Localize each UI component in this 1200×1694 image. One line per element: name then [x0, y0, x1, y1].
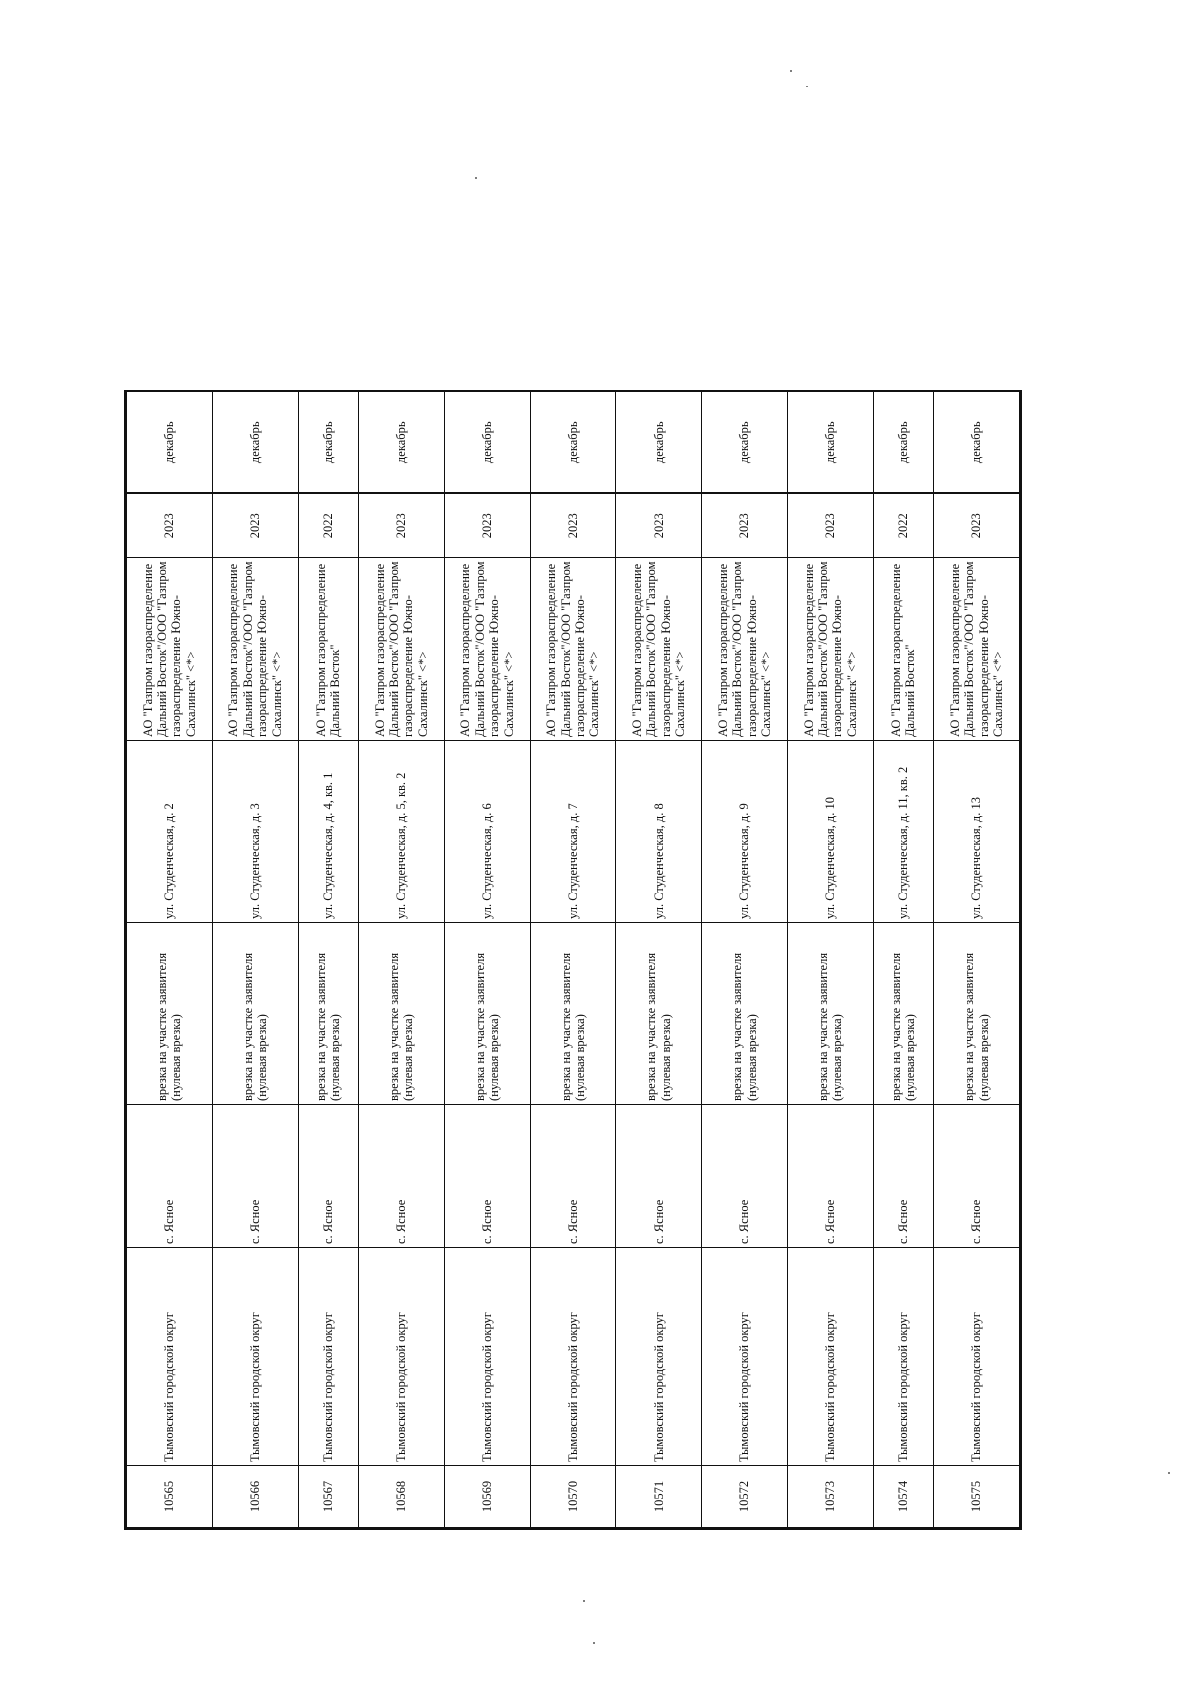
year-cell: 2023	[616, 494, 702, 558]
month-cell: декабрь	[702, 392, 788, 494]
month-cell: декабрь	[530, 392, 616, 494]
settlement-cell: с. Ясное	[934, 1105, 1020, 1248]
gasification-schedule-table	[126, 391, 1020, 1528]
month-cell: декабрь	[358, 392, 444, 494]
year-cell: 2022	[873, 494, 933, 558]
operator-cell: АО "Газпром газораспределение Дальний Восток"/ООО "Газпром газораспределение Южно-Сахалинск" <*>	[358, 558, 444, 741]
row-number: 10567	[298, 1466, 358, 1528]
connection-type-cell: врезка на участке заявителя (нулевая врезка)	[702, 923, 788, 1105]
month-cell: декабрь	[934, 392, 1020, 494]
row-number: 10574	[873, 1466, 933, 1528]
table-row	[127, 392, 213, 1528]
month-cell: декабрь	[212, 392, 298, 494]
connection-type-cell: врезка на участке заявителя (нулевая врезка)	[298, 923, 358, 1105]
district-cell: Тымовский городской округ	[616, 1248, 702, 1466]
operator-cell: АО "Газпром газораспределение Дальний Восток"/ООО "Газпром газораспределение Южно-Сахалинск" <*>	[212, 558, 298, 741]
row-number: 10566	[212, 1466, 298, 1528]
district-cell: Тымовский городской округ	[530, 1248, 616, 1466]
address-cell: ул. Студенческая, д. 5, кв. 2	[358, 741, 444, 923]
operator-cell: АО "Газпром газораспределение Дальний Восток"/ООО "Газпром газораспределение Южно-Сахалинск" <*>	[127, 558, 213, 741]
scan-speck	[593, 1642, 595, 1644]
district-cell: Тымовский городской округ	[212, 1248, 298, 1466]
year-cell: 2023	[212, 494, 298, 558]
connection-type-cell: врезка на участке заявителя (нулевая врезка)	[530, 923, 616, 1105]
operator-cell: АО "Газпром газораспределение Дальний Восток"/ООО "Газпром газораспределение Южно-Сахалинск" <*>	[702, 558, 788, 741]
address-cell: ул. Студенческая, д. 3	[212, 741, 298, 923]
table-row	[702, 392, 788, 1528]
connection-type-cell: врезка на участке заявителя (нулевая врезка)	[787, 923, 873, 1105]
row-number: 10568	[358, 1466, 444, 1528]
address-cell: ул. Студенческая, д. 4, кв. 1	[298, 741, 358, 923]
month-cell: декабрь	[616, 392, 702, 494]
table-row	[873, 392, 933, 1528]
settlement-cell: с. Ясное	[212, 1105, 298, 1248]
year-cell: 2023	[787, 494, 873, 558]
operator-cell: АО "Газпром газораспределение Дальний Восток"	[298, 558, 358, 741]
address-cell: ул. Студенческая, д. 7	[530, 741, 616, 923]
month-cell: декабрь	[787, 392, 873, 494]
settlement-cell: с. Ясное	[358, 1105, 444, 1248]
operator-cell: АО "Газпром газораспределение Дальний Восток"/ООО "Газпром газораспределение Южно-Сахалинск" <*>	[530, 558, 616, 741]
scan-speck	[1168, 1472, 1170, 1474]
settlement-cell: с. Ясное	[444, 1105, 530, 1248]
row-number: 10571	[616, 1466, 702, 1528]
table-row	[212, 392, 298, 1528]
connection-type-cell: врезка на участке заявителя (нулевая врезка)	[127, 923, 213, 1105]
row-number: 10573	[787, 1466, 873, 1528]
operator-cell: АО "Газпром газораспределение Дальний Восток"/ООО "Газпром газораспределение Южно-Сахалинск" <*>	[787, 558, 873, 741]
settlement-cell: с. Ясное	[530, 1105, 616, 1248]
scanned-table-sheet	[124, 390, 1022, 1530]
connection-type-cell: врезка на участке заявителя (нулевая врезка)	[358, 923, 444, 1105]
month-cell: декабрь	[127, 392, 213, 494]
address-cell: ул. Студенческая, д. 2	[127, 741, 213, 923]
connection-type-cell: врезка на участке заявителя (нулевая врезка)	[212, 923, 298, 1105]
settlement-cell: с. Ясное	[702, 1105, 788, 1248]
rotated-table-container	[126, 392, 1020, 1528]
year-cell: 2023	[127, 494, 213, 558]
month-cell: декабрь	[873, 392, 933, 494]
month-cell: декабрь	[444, 392, 530, 494]
scan-speck	[806, 86, 808, 87]
year-cell: 2023	[444, 494, 530, 558]
table-row	[298, 392, 358, 1528]
settlement-cell: с. Ясное	[873, 1105, 933, 1248]
row-number: 10570	[530, 1466, 616, 1528]
year-cell: 2022	[298, 494, 358, 558]
table-row	[616, 392, 702, 1528]
table-row	[358, 392, 444, 1528]
address-cell: ул. Студенческая, д. 13	[934, 741, 1020, 923]
year-cell: 2023	[702, 494, 788, 558]
district-cell: Тымовский городской округ	[934, 1248, 1020, 1466]
address-cell: ул. Студенческая, д. 8	[616, 741, 702, 923]
row-number: 10572	[702, 1466, 788, 1528]
district-cell: Тымовский городской округ	[127, 1248, 213, 1466]
settlement-cell: с. Ясное	[298, 1105, 358, 1248]
operator-cell: АО "Газпром газораспределение Дальний Восток"/ООО "Газпром газораспределение Южно-Сахалинск" <*>	[444, 558, 530, 741]
district-cell: Тымовский городской округ	[444, 1248, 530, 1466]
district-cell: Тымовский городской округ	[787, 1248, 873, 1466]
connection-type-cell: врезка на участке заявителя (нулевая врезка)	[616, 923, 702, 1105]
row-number: 10569	[444, 1466, 530, 1528]
operator-cell: АО "Газпром газораспределение Дальний Восток"/ООО "Газпром газораспределение Южно-Сахалинск" <*>	[934, 558, 1020, 741]
year-cell: 2023	[530, 494, 616, 558]
scan-speck	[475, 177, 477, 179]
connection-type-cell: врезка на участке заявителя (нулевая врезка)	[444, 923, 530, 1105]
scan-speck	[790, 70, 792, 72]
district-cell: Тымовский городской округ	[298, 1248, 358, 1466]
row-number: 10575	[934, 1466, 1020, 1528]
district-cell: Тымовский городской округ	[702, 1248, 788, 1466]
scan-speck	[583, 1600, 585, 1602]
year-cell: 2023	[358, 494, 444, 558]
district-cell: Тымовский городской округ	[358, 1248, 444, 1466]
connection-type-cell: врезка на участке заявителя (нулевая врезка)	[934, 923, 1020, 1105]
district-cell: Тымовский городской округ	[873, 1248, 933, 1466]
operator-cell: АО "Газпром газораспределение Дальний Восток"	[873, 558, 933, 741]
table-row	[934, 392, 1020, 1528]
address-cell: ул. Студенческая, д. 6	[444, 741, 530, 923]
settlement-cell: с. Ясное	[787, 1105, 873, 1248]
table-row	[787, 392, 873, 1528]
settlement-cell: с. Ясное	[127, 1105, 213, 1248]
row-number: 10565	[127, 1466, 213, 1528]
address-cell: ул. Студенческая, д. 9	[702, 741, 788, 923]
month-cell: декабрь	[298, 392, 358, 494]
table-row	[530, 392, 616, 1528]
year-cell: 2023	[934, 494, 1020, 558]
operator-cell: АО "Газпром газораспределение Дальний Восток"/ООО "Газпром газораспределение Южно-Сахалинск" <*>	[616, 558, 702, 741]
settlement-cell: с. Ясное	[616, 1105, 702, 1248]
connection-type-cell: врезка на участке заявителя (нулевая врезка)	[873, 923, 933, 1105]
address-cell: ул. Студенческая, д. 10	[787, 741, 873, 923]
table-row	[444, 392, 530, 1528]
address-cell: ул. Студенческая, д. 11, кв. 2	[873, 741, 933, 923]
